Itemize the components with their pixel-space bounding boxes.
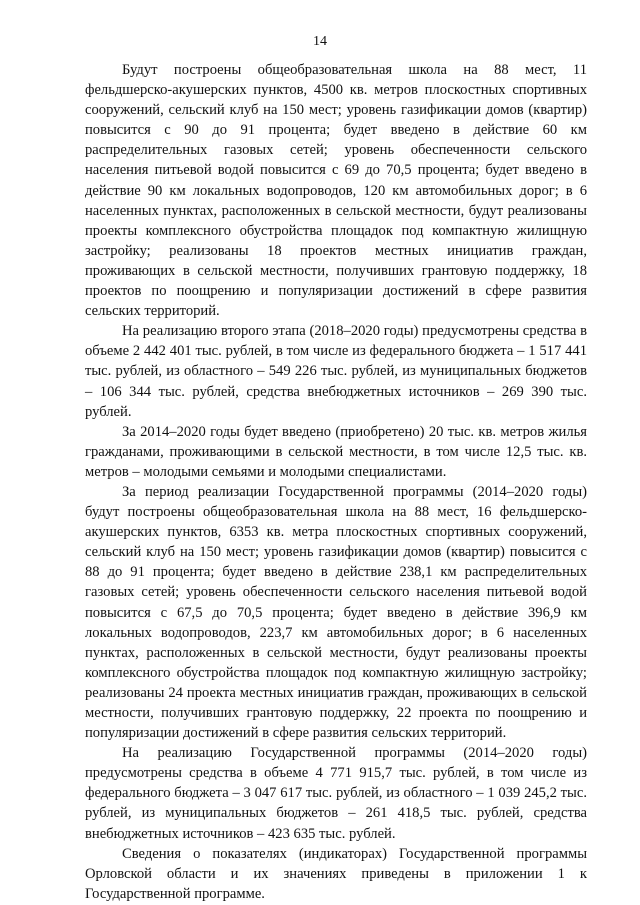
- paragraph-indicators-reference: Сведения о показателях (индикаторах) Государственной программы Орловской области и их значениях приведены в приложении 1 к Государственной программе.: [85, 845, 587, 902]
- paragraph-housing: За 2014–2020 годы будет введено (приобретено) 20 тыс. кв. метров жилья гражданами, проживающими в сельской местности, в том числе 12,5 тыс. кв. метров – молодыми семьями и молодыми специалистами.: [85, 423, 587, 480]
- page-number: 14: [313, 34, 327, 49]
- paragraph-construction-results: Будут построены общеобразовательная школа на 88 мест, 11 фельдшерско-акушерских пунктов, 4500 кв. метров плоскостных спортивных сооружений, сельский клуб на 150 мест; уровень газификации домов (квартир) повысится с 90 до 91 процента; будет введено в действие 60 км распределительных газовых сетей; уровень обеспеченности сельского населения питьевой водой повысится с 69 до 70,5 процента; будет введено в действие 90 км локальных водопроводов, 120 км автомобильных дорог; в 6 населенных пунктах, расположенных в сельской местности, будут реализованы проекты комплексного обустройства площадок под компактную жилищную застройку; реализованы 18 проектов местных инициатив граждан, проживающих в сельской местности, получивших грантовую поддержку, 18 проектов по поощрению и популяризации достижений в сфере развития сельских территорий.: [85, 62, 587, 320]
- paragraph-second-stage-funding: На реализацию второго этапа (2018–2020 годы) предусмотрены средства в объеме 2 442 401 тыс. рублей, в том числе из федерального бюджета – 1 517 441 тыс. рублей, из областного – 549 226 тыс. рублей, из муниципальных бюджетов – 106 344 тыс. рублей, средства внебюджетных источников – 269 390 тыс. рублей.: [85, 323, 587, 420]
- document-body: [85, 60, 587, 904]
- paragraph-program-results: За период реализации Государственной программы (2014–2020 годы) будут построены общеобразовательная школа на 88 мест, 16 фельдшерско-акушерских пунктов, 6353 кв. метра плоскостных спортивных сооружений, сельский клуб на 150 мест; уровень газификации домов (квартир) повысится с 88 до 91 процента; будет введено в действие 238,1 км распределительных газовых сетей; уровень обеспеченности сельского населения питьевой водой повысится с 67,5 до 70,5 процента; будет введено в действие 396,9 км локальных водопроводов, 223,7 км автомобильных дорог; в 6 населенных пунктах, расположенных в сельской местности, будут реализованы проекты комплексного обустройства площадок под компактную жилищную застройку; реализованы 24 проекта местных инициатив граждан, проживающих в сельской местности, получивших грантовую поддержку, 22 проекта по поощрению и популяризации достижений в сфере развития сельских территорий.: [85, 483, 587, 742]
- paragraph-program-funding: На реализацию Государственной программы (2014–2020 годы) предусмотрены средства в объеме 4 771 915,7 тыс. рублей, в том числе из федерального бюджета – 3 047 617 тыс. рублей, из областного – 1 039 245,2 тыс. рублей, из муниципальных бюджетов – 261 418,5 тыс. рублей, средства внебюджетных источников – 423 635 тыс. рублей.: [85, 745, 587, 842]
